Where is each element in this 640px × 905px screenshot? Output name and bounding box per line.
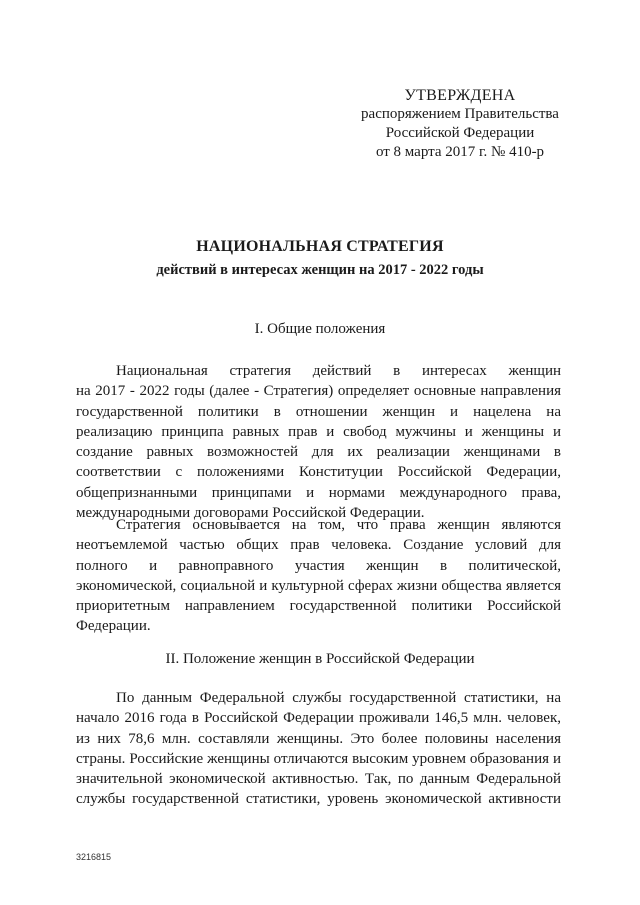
document-code: 3216815 xyxy=(76,852,112,862)
paragraph-line: неотъемлемой частью общих прав человека. Создание условий для xyxy=(76,537,561,554)
paragraph-1 xyxy=(76,361,561,523)
paragraph-line: По данным Федеральной службы государственной статистики, на xyxy=(116,690,561,706)
paragraph-line: страны. Российские женщины отличаются высоким уровнем образования и xyxy=(76,750,561,767)
paragraph-line: международными договорами Российской Федерации. xyxy=(76,505,425,522)
approval-line-3: от 8 марта 2017 г. № 410-р xyxy=(375,144,545,160)
paragraph-line: полного и равноправного участия женщин в политической, xyxy=(76,557,561,574)
approval-block xyxy=(340,86,580,162)
paragraph-line: Национальная стратегия действий в интересах женщин xyxy=(116,363,561,379)
paragraph-line: государственной политики в отношении женщин и нацелена на xyxy=(76,403,561,420)
section-heading-1: I. Общие положения xyxy=(254,321,386,337)
paragraph-2 xyxy=(76,515,561,637)
approval-line-1: распоряжением Правительства xyxy=(361,106,559,122)
approval-status: УТВЕРЖДЕНА xyxy=(404,87,516,104)
section-heading-2: II. Положение женщин в Российской Федерации xyxy=(165,651,475,667)
document-title: НАЦИОНАЛЬНАЯ СТРАТЕГИЯ xyxy=(196,238,444,255)
paragraph-line: службы государственной статистики, уровень экономической активности xyxy=(76,791,561,808)
paragraph-line: общепризнанными принципами и нормами международного права, xyxy=(76,484,561,501)
paragraph-line: соответствии с положениями Конституции Российской Федерации, xyxy=(76,464,561,481)
paragraph-line: значительной экономической активностью. Так, по данным Федеральной xyxy=(76,771,561,788)
paragraph-line: приоритетным направлением государственной политики Российской xyxy=(76,598,561,615)
paragraph-line: создание равных возможностей для их реализации женщинами в xyxy=(76,444,561,461)
paragraph-line: Федерации. xyxy=(76,618,151,635)
paragraph-line: начало 2016 года в Российской Федерации проживали 146,5 млн. человек, xyxy=(76,710,561,727)
paragraph-3 xyxy=(76,688,561,810)
paragraph-line: Стратегия основывается на том, что права женщин являются xyxy=(116,517,561,533)
paragraph-line: из них 78,6 млн. составляли женщины. Это более половины населения xyxy=(76,730,561,747)
approval-line-2: Российской Федерации xyxy=(385,125,535,141)
paragraph-line: экономической, социальной и культурной сферах жизни общества является xyxy=(76,577,561,594)
paragraph-line: на 2017 - 2022 годы (далее - Стратегия) определяет основные направления xyxy=(76,383,561,400)
paragraph-line: реализацию принципа равных прав и свобод мужчины и женщины и xyxy=(76,423,561,440)
document-subtitle: действий в интересах женщин на 2017 - 2022 годы xyxy=(156,262,484,278)
